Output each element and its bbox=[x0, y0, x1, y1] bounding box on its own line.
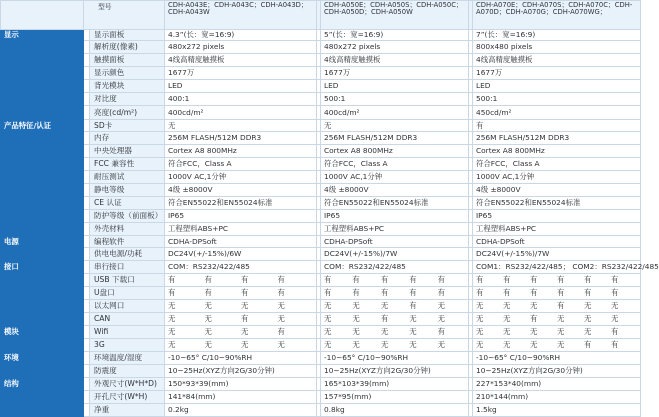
variant-flag: 有 bbox=[503, 288, 511, 298]
variant-flag: 无 bbox=[380, 340, 389, 350]
spec-row-brightness bbox=[1, 106, 641, 120]
value-panel-1: 5”(长：宽=16:9) bbox=[321, 30, 469, 41]
value-resolution-1: 480x272 pixels bbox=[321, 41, 469, 54]
value-udisk-0 bbox=[165, 287, 317, 300]
variant-flag: 无 bbox=[277, 340, 285, 350]
value-supply-0: DC24V(+/-15%)/6W bbox=[165, 248, 317, 261]
spec-row-can bbox=[1, 313, 641, 326]
variant-flag: 有 bbox=[611, 288, 619, 298]
row-label-cutout: 开孔尺寸(W*H) bbox=[90, 391, 165, 404]
model-list-70: CDH-A070E；CDH-A070S；CDH-A070C；CDH-A070D；CDH-A070G；CDH-A070WG； bbox=[473, 1, 641, 30]
value-g3-1 bbox=[321, 339, 469, 352]
variant-flag: 有 bbox=[380, 275, 389, 285]
spec-row-material bbox=[1, 223, 641, 236]
section-product: 产品特征/认证 bbox=[1, 120, 84, 132]
value-esd-2: 4级 ±8000V bbox=[473, 184, 641, 197]
variant-flag: 无 bbox=[476, 340, 484, 350]
variant-grid bbox=[324, 289, 466, 296]
value-contrast-2: 500:1 bbox=[473, 93, 641, 106]
variant-flag: 有 bbox=[277, 288, 285, 298]
variant-flag: 无 bbox=[530, 340, 538, 350]
corner-cell bbox=[1, 1, 84, 30]
variant-flag: 有 bbox=[437, 275, 446, 285]
spec-row-weight bbox=[1, 404, 641, 417]
variant-flag: 无 bbox=[204, 340, 212, 350]
value-can-1 bbox=[321, 313, 469, 326]
row-label-ip: 防护等级（前面板） bbox=[90, 210, 165, 223]
spec-row-cutout bbox=[1, 391, 641, 404]
variant-flag: 有 bbox=[584, 275, 592, 285]
variant-flag: 无 bbox=[241, 340, 249, 350]
value-memory-0: 256M FLASH/512M DDR3 bbox=[165, 132, 317, 145]
value-outer-0: 150*93*39(mm) bbox=[165, 378, 317, 391]
value-serial-2: COM1：RS232/422/485； COM2：RS232/422/485 bbox=[473, 261, 641, 274]
variant-grid bbox=[476, 315, 638, 322]
row-label-serial: 串行接口 bbox=[90, 261, 165, 274]
value-brightness-1: 400cd/m² bbox=[321, 106, 469, 120]
spec-row-outer bbox=[1, 378, 641, 391]
row-label-withstand: 耐压测试 bbox=[90, 171, 165, 184]
spec-row-wifi bbox=[1, 326, 641, 339]
value-cpu-0: Cortex A8 800MHz bbox=[165, 145, 317, 158]
value-touch-0: 4线高精度触摸板 bbox=[165, 54, 317, 67]
variant-flag: 无 bbox=[611, 301, 619, 311]
value-supply-2: DC24V(+/-15%)/7W bbox=[473, 248, 641, 261]
spec-row-sd bbox=[1, 120, 641, 132]
variant-flag: 无 bbox=[204, 301, 212, 311]
variant-grid bbox=[476, 302, 638, 309]
variant-flag: 无 bbox=[324, 314, 332, 324]
variant-flag: 无 bbox=[324, 327, 332, 337]
value-temp-2: -10~65° C/10~90%RH bbox=[473, 352, 641, 365]
row-label-software: 编程软件 bbox=[90, 236, 165, 248]
value-serial-0: COM：RS232/422/485 bbox=[165, 261, 317, 274]
value-resolution-0: 480x272 pixels bbox=[165, 41, 317, 54]
variant-flag: 有 bbox=[409, 275, 417, 285]
variant-flag: 无 bbox=[168, 340, 176, 350]
value-touch-2: 4线高精度触摸板 bbox=[473, 54, 641, 67]
variant-flag: 有 bbox=[476, 288, 484, 298]
variant-flag: 无 bbox=[352, 340, 360, 350]
variant-flag: 无 bbox=[557, 327, 565, 337]
section-band bbox=[1, 274, 84, 287]
variant-grid bbox=[476, 341, 638, 348]
variant-flag: 无 bbox=[530, 301, 538, 311]
row-label-usb: USB 下载口 bbox=[90, 274, 165, 287]
row-label-touch: 触摸面板 bbox=[90, 54, 165, 67]
row-label-udisk: U盘口 bbox=[90, 287, 165, 300]
variant-flag: 无 bbox=[584, 301, 592, 311]
variant-flag: 有 bbox=[530, 288, 538, 298]
variant-flag: 无 bbox=[557, 314, 565, 324]
variant-flag: 有 bbox=[352, 288, 360, 298]
value-cpu-2: Cortex A8 800MHz bbox=[473, 145, 641, 158]
variant-flag: 有 bbox=[352, 275, 360, 285]
variant-flag: 有 bbox=[611, 340, 619, 350]
variant-flag: 有 bbox=[437, 327, 446, 337]
variant-flag: 无 bbox=[241, 301, 249, 311]
section-band bbox=[1, 313, 84, 326]
row-label-weight: 净重 bbox=[90, 404, 165, 417]
row-label-outer: 外观尺寸(W*H*D) bbox=[90, 378, 165, 391]
spec-row-usb bbox=[1, 274, 641, 287]
value-wifi-0 bbox=[165, 326, 317, 339]
value-weight-0: 0.2kg bbox=[165, 404, 317, 417]
value-serial-1: COM：RS232/422/485 bbox=[321, 261, 469, 274]
section-band bbox=[1, 223, 84, 236]
spec-row-color bbox=[1, 67, 641, 80]
variant-flag: 无 bbox=[503, 301, 511, 311]
variant-flag: 有 bbox=[241, 314, 249, 324]
value-wifi-1 bbox=[321, 326, 469, 339]
variant-flag: 有 bbox=[530, 314, 538, 324]
variant-grid bbox=[476, 328, 638, 335]
value-resolution-2: 800x480 pixels bbox=[473, 41, 641, 54]
variant-flag: 有 bbox=[530, 275, 538, 285]
variant-flag: 有 bbox=[437, 288, 446, 298]
value-brightness-2: 450cd/m² bbox=[473, 106, 641, 120]
variant-grid bbox=[168, 289, 314, 296]
variant-flag: 无 bbox=[352, 327, 360, 337]
row-label-g3: 3G bbox=[90, 339, 165, 352]
section-band bbox=[1, 171, 84, 184]
value-fcc-2: 符合FCC，Class A bbox=[473, 158, 641, 171]
section-band bbox=[1, 158, 84, 171]
value-ce-0: 符合EN55022和EN55024标准 bbox=[165, 197, 317, 210]
value-backlight-2: LED bbox=[473, 80, 641, 93]
value-esd-0: 4级 ±8000V bbox=[165, 184, 317, 197]
spec-row-contrast bbox=[1, 93, 641, 106]
variant-flag: 无 bbox=[503, 314, 511, 324]
variant-grid bbox=[168, 341, 314, 348]
variant-flag: 无 bbox=[476, 314, 484, 324]
row-label-memory: 内存 bbox=[90, 132, 165, 145]
variant-flag: 有 bbox=[584, 340, 592, 350]
value-g3-0 bbox=[165, 339, 317, 352]
value-vibration-0: 10~25Hz(XYZ方向2G/30分钟) bbox=[165, 365, 317, 378]
section-band bbox=[1, 80, 84, 93]
row-label-material: 外壳材料 bbox=[90, 223, 165, 236]
spec-row-supply bbox=[1, 248, 641, 261]
variant-flag: 有 bbox=[611, 275, 619, 285]
section-band bbox=[1, 287, 84, 300]
variant-flag: 无 bbox=[437, 340, 446, 350]
value-panel-0: 4.3”(长：宽=16:9) bbox=[165, 30, 317, 41]
spec-row-fcc bbox=[1, 158, 641, 171]
section-band bbox=[1, 184, 84, 197]
variant-grid bbox=[476, 276, 638, 283]
value-cutout-1: 157*95(mm) bbox=[321, 391, 469, 404]
variant-flag: 无 bbox=[476, 301, 484, 311]
row-label-brightness: 亮度(cd/m²) bbox=[90, 106, 165, 120]
row-label-sd: SD卡 bbox=[90, 120, 165, 132]
value-sd-2: 有 bbox=[473, 120, 641, 132]
value-memory-2: 256M FLASH/512M DDR3 bbox=[473, 132, 641, 145]
section-band bbox=[1, 365, 84, 378]
section-power: 电源 bbox=[1, 236, 84, 248]
variant-grid bbox=[476, 289, 638, 296]
variant-flag: 有 bbox=[409, 301, 417, 311]
value-can-0 bbox=[165, 313, 317, 326]
variant-grid bbox=[168, 302, 314, 309]
value-contrast-1: 500:1 bbox=[321, 93, 469, 106]
section-band bbox=[1, 41, 84, 54]
section-band bbox=[1, 67, 84, 80]
variant-flag: 有 bbox=[476, 275, 484, 285]
variant-flag: 无 bbox=[380, 327, 389, 337]
row-label-esd: 静电等级 bbox=[90, 184, 165, 197]
value-sd-1: 无 bbox=[321, 120, 469, 132]
row-label-panel: 显示面板 bbox=[90, 30, 165, 41]
section-display: 显示 bbox=[1, 30, 84, 41]
variant-flag: 无 bbox=[277, 301, 285, 311]
row-label-vibration: 防震度 bbox=[90, 365, 165, 378]
variant-flag: 有 bbox=[324, 288, 332, 298]
section-band bbox=[1, 339, 84, 352]
model-list-43: CDH-A043E；CDH-A043C；CDH-A043D；CDH-A043W bbox=[165, 1, 317, 30]
value-backlight-0: LED bbox=[165, 80, 317, 93]
variant-flag: 有 bbox=[241, 275, 249, 285]
spec-row-memory bbox=[1, 132, 641, 145]
spec-row-udisk bbox=[1, 287, 641, 300]
variant-flag: 无 bbox=[584, 314, 592, 324]
variant-flag: 无 bbox=[352, 314, 360, 324]
value-wifi-2 bbox=[473, 326, 641, 339]
value-vibration-2: 10~25Hz(XYZ方向2G/30分钟) bbox=[473, 365, 641, 378]
value-memory-1: 256M FLASH/512M DDR3 bbox=[321, 132, 469, 145]
spec-row-backlight bbox=[1, 80, 641, 93]
variant-flag: 无 bbox=[352, 301, 360, 311]
spec-row-withstand bbox=[1, 171, 641, 184]
value-ce-2: 符合EN55022和EN55024标准 bbox=[473, 197, 641, 210]
variant-flag: 有 bbox=[380, 314, 389, 324]
value-contrast-0: 400:1 bbox=[165, 93, 317, 106]
row-label-ce: CE 认证 bbox=[90, 197, 165, 210]
row-label-wifi: Wifi bbox=[90, 326, 165, 339]
value-fcc-1: 符合FCC，Class A bbox=[321, 158, 469, 171]
variant-flag: 无 bbox=[168, 301, 176, 311]
variant-flag: 有 bbox=[380, 288, 389, 298]
value-cutout-0: 141*84(mm) bbox=[165, 391, 317, 404]
variant-flag: 有 bbox=[557, 288, 565, 298]
section-interface: 接口 bbox=[1, 261, 84, 274]
variant-grid bbox=[324, 315, 466, 322]
row-label-cpu: 中央处理器 bbox=[90, 145, 165, 158]
variant-flag: 无 bbox=[503, 340, 511, 350]
model-list-50: CDH-A050E；CDH-A050S；CDH-A050C；CDH-A050D；CDH-A050W bbox=[321, 1, 469, 30]
row-label-fcc: FCC 兼容性 bbox=[90, 158, 165, 171]
header-label: 型号 bbox=[84, 1, 165, 30]
spec-row-g3 bbox=[1, 339, 641, 352]
variant-flag: 有 bbox=[168, 288, 176, 298]
variant-flag: 有 bbox=[324, 275, 332, 285]
variant-flag: 无 bbox=[611, 314, 619, 324]
value-fcc-0: 符合FCC，Class A bbox=[165, 158, 317, 171]
variant-grid bbox=[324, 328, 466, 335]
variant-flag: 无 bbox=[476, 327, 484, 337]
section-band bbox=[1, 248, 84, 261]
variant-flag: 无 bbox=[503, 327, 511, 337]
variant-flag: 无 bbox=[530, 327, 538, 337]
value-material-1: 工程塑料ABS+PC bbox=[321, 223, 469, 236]
value-withstand-1: 1000V AC,1分钟 bbox=[321, 171, 469, 184]
variant-flag: 无 bbox=[584, 327, 592, 337]
variant-flag: 有 bbox=[204, 275, 212, 285]
variant-flag: 无 bbox=[409, 340, 417, 350]
value-temp-1: -10~65° C/10~90%RH bbox=[321, 352, 469, 365]
variant-flag: 无 bbox=[204, 327, 212, 337]
value-color-2: 1677万 bbox=[473, 67, 641, 80]
row-label-color: 显示颜色 bbox=[90, 67, 165, 80]
section-band bbox=[1, 197, 84, 210]
variant-flag: 有 bbox=[557, 301, 565, 311]
header-row bbox=[1, 1, 641, 30]
value-touch-1: 4线高精度触摸板 bbox=[321, 54, 469, 67]
variant-flag: 有 bbox=[503, 275, 511, 285]
variant-flag: 无 bbox=[437, 314, 446, 324]
variant-flag: 无 bbox=[409, 314, 417, 324]
value-supply-1: DC24V(+/-15%)/7W bbox=[321, 248, 469, 261]
value-outer-1: 165*103*39(mm) bbox=[321, 378, 469, 391]
value-ip-0: IP65 bbox=[165, 210, 317, 223]
value-can-2 bbox=[473, 313, 641, 326]
variant-flag: 无 bbox=[324, 301, 332, 311]
variant-flag: 无 bbox=[168, 314, 176, 324]
spec-row-ethernet bbox=[1, 300, 641, 313]
variant-flag: 无 bbox=[324, 340, 332, 350]
spec-row-ce bbox=[1, 197, 641, 210]
section-band bbox=[1, 404, 84, 417]
value-esd-1: 4级 ±8000V bbox=[321, 184, 469, 197]
row-label-temp: 环境温度/湿度 bbox=[90, 352, 165, 365]
value-ip-1: IP65 bbox=[321, 210, 469, 223]
variant-grid bbox=[324, 302, 466, 309]
variant-grid bbox=[168, 328, 314, 335]
section-band bbox=[1, 391, 84, 404]
variant-flag: 无 bbox=[241, 327, 249, 337]
variant-flag: 有 bbox=[204, 288, 212, 298]
value-outer-2: 227*153*40(mm) bbox=[473, 378, 641, 391]
variant-flag: 有 bbox=[168, 275, 176, 285]
row-label-supply: 供电电源/功耗 bbox=[90, 248, 165, 261]
value-ip-2: IP65 bbox=[473, 210, 641, 223]
row-label-resolution: 解析度(像素) bbox=[90, 41, 165, 54]
variant-grid bbox=[324, 341, 466, 348]
value-material-2: 工程塑料ABS+PC bbox=[473, 223, 641, 236]
spec-row-esd bbox=[1, 184, 641, 197]
section-band bbox=[1, 54, 84, 67]
value-ethernet-2 bbox=[473, 300, 641, 313]
section-band bbox=[1, 300, 84, 313]
variant-flag: 无 bbox=[168, 327, 176, 337]
variant-flag: 有 bbox=[584, 288, 592, 298]
section-band bbox=[1, 93, 84, 106]
value-usb-2 bbox=[473, 274, 641, 287]
spec-row-ip bbox=[1, 210, 641, 223]
value-software-1: CDHA-DPSoft bbox=[321, 236, 469, 248]
variant-grid bbox=[324, 276, 466, 283]
variant-flag: 无 bbox=[557, 340, 565, 350]
value-weight-1: 0.8kg bbox=[321, 404, 469, 417]
value-color-0: 1677万 bbox=[165, 67, 317, 80]
variant-flag: 无 bbox=[277, 314, 285, 324]
variant-flag: 有 bbox=[409, 288, 417, 298]
value-cpu-1: Cortex A8 800MHz bbox=[321, 145, 469, 158]
section-band bbox=[1, 106, 84, 120]
variant-flag: 无 bbox=[380, 301, 389, 311]
value-temp-0: -10~65° C/10~90%RH bbox=[165, 352, 317, 365]
value-udisk-2 bbox=[473, 287, 641, 300]
variant-flag: 无 bbox=[409, 327, 417, 337]
value-ethernet-0 bbox=[165, 300, 317, 313]
value-sd-0: 无 bbox=[165, 120, 317, 132]
row-label-can: CAN bbox=[90, 313, 165, 326]
variant-grid bbox=[168, 315, 314, 322]
variant-flag: 无 bbox=[437, 301, 446, 311]
spec-row-software bbox=[1, 236, 641, 248]
value-material-0: 工程塑料ABS+PC bbox=[165, 223, 317, 236]
value-vibration-1: 10~25Hz(XYZ方向2G/30分钟) bbox=[321, 365, 469, 378]
value-ce-1: 符合EN55022和EN55024标准 bbox=[321, 197, 469, 210]
spec-row-vibration bbox=[1, 365, 641, 378]
value-usb-0 bbox=[165, 274, 317, 287]
value-withstand-2: 1000V AC,1分钟 bbox=[473, 171, 641, 184]
value-ethernet-1 bbox=[321, 300, 469, 313]
section-band bbox=[1, 132, 84, 145]
spec-row-touch bbox=[1, 54, 641, 67]
section-environment: 环境 bbox=[1, 352, 84, 365]
section-band bbox=[1, 145, 84, 158]
value-software-2: CDHA-DPSoft bbox=[473, 236, 641, 248]
variant-flag: 无 bbox=[204, 314, 212, 324]
spec-row-resolution bbox=[1, 41, 641, 54]
section-structure: 结构 bbox=[1, 378, 84, 391]
value-backlight-1: LED bbox=[321, 80, 469, 93]
variant-flag: 有 bbox=[241, 288, 249, 298]
value-cutout-2: 210*144(mm) bbox=[473, 391, 641, 404]
value-color-1: 1677万 bbox=[321, 67, 469, 80]
variant-flag: 有 bbox=[277, 275, 285, 285]
spec-row-serial bbox=[1, 261, 641, 274]
value-panel-2: 7”(长：宽=16:9) bbox=[473, 30, 641, 41]
value-withstand-0: 1000V AC,1分钟 bbox=[165, 171, 317, 184]
spec-row-temp bbox=[1, 352, 641, 365]
row-label-contrast: 对比度 bbox=[90, 93, 165, 106]
value-usb-1 bbox=[321, 274, 469, 287]
value-software-0: CDHA-DPSoft bbox=[165, 236, 317, 248]
section-band bbox=[1, 210, 84, 223]
section-module: 模块 bbox=[1, 326, 84, 339]
spec-row-panel bbox=[1, 30, 641, 41]
variant-flag: 有 bbox=[557, 275, 565, 285]
variant-grid bbox=[168, 276, 314, 283]
value-weight-2: 1.5kg bbox=[473, 404, 641, 417]
row-label-backlight: 背光模块 bbox=[90, 80, 165, 93]
value-brightness-0: 400cd/m² bbox=[165, 106, 317, 120]
variant-flag: 有 bbox=[277, 327, 285, 337]
row-label-ethernet: 以太网口 bbox=[90, 300, 165, 313]
value-udisk-1 bbox=[321, 287, 469, 300]
value-g3-2 bbox=[473, 339, 641, 352]
spec-row-cpu bbox=[1, 145, 641, 158]
variant-flag: 有 bbox=[611, 327, 619, 337]
